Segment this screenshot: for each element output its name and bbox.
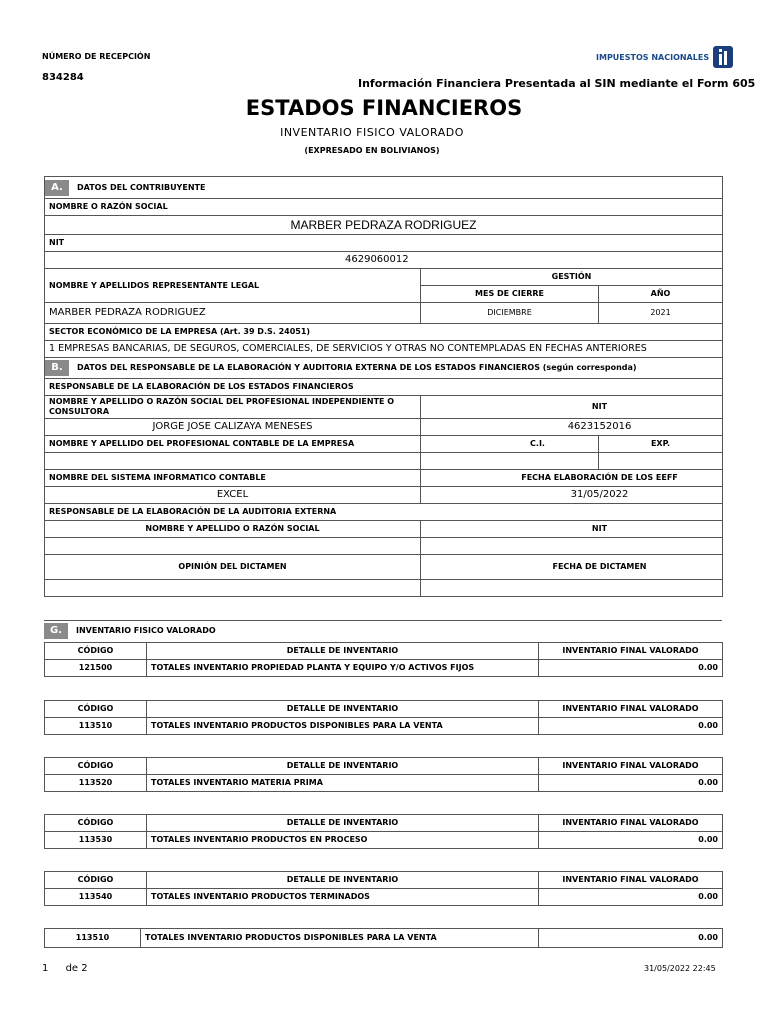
summary-detalle: TOTALES INVENTARIO PRODUCTOS DISPONIBLES PARA LA VENTA: [141, 929, 539, 948]
reception-number: 834284: [42, 72, 84, 83]
col-detalle-header: DETALLE DE INVENTARIO: [147, 872, 539, 889]
resp-audit-label: RESPONSABLE DE LA ELABORACIÓN DE LA AUDITORIA EXTERNA: [45, 504, 723, 521]
inventory-detalle: TOTALES INVENTARIO PRODUCTOS TERMINADOS: [147, 889, 539, 906]
section-g-title: INVENTARIO FISICO VALORADO: [76, 626, 216, 635]
col-final-header: INVENTARIO FINAL VALORADO: [539, 643, 723, 660]
inventory-table: [44, 757, 723, 792]
gestion-label: GESTIÓN: [421, 269, 723, 286]
summary-table: [44, 928, 723, 948]
col-codigo-header: CÓDIGO: [45, 701, 147, 718]
rep-value: MARBER PEDRAZA RODRIGUEZ: [45, 303, 421, 324]
audit-name-label: NOMBRE Y APELLIDO O RAZÓN SOCIAL: [45, 521, 421, 538]
summary-valor: 0.00: [539, 929, 723, 948]
sector-label: SECTOR ECONÓMICO DE LA EMPRESA (Art. 39 D.S. 24051): [45, 324, 723, 341]
page-indicator: [42, 963, 88, 974]
agency-logo: [596, 46, 733, 68]
sector-value: 1 EMPRESAS BANCARIAS, DE SEGUROS, COMERCIALES, DE SERVICIOS Y OTRAS NO CONTEMPLADAS EN FECHAS ANTERIORES: [45, 341, 723, 358]
inventory-codigo: 113520: [45, 775, 147, 792]
audit-nit-value: [421, 538, 723, 555]
inventory-detalle: TOTALES INVENTARIO PRODUCTOS EN PROCESO: [147, 832, 539, 849]
section-g-badge: G.: [44, 623, 68, 639]
ci-value: [421, 453, 599, 470]
anio-label: AÑO: [599, 286, 723, 303]
sistema-value: EXCEL: [45, 487, 421, 504]
summary-codigo: 113510: [45, 929, 141, 948]
prof-indep-label: NOMBRE Y APELLIDO O RAZÓN SOCIAL DEL PROFESIONAL INDEPENDIENTE O CONSULTORA: [45, 396, 421, 419]
info-line: Información Financiera Presentada al SIN mediante el Form 605: [358, 77, 756, 90]
reception-label: NÚMERO DE RECEPCIÓN: [42, 52, 151, 61]
nit-label: NIT: [45, 235, 723, 252]
col-final-header: INVENTARIO FINAL VALORADO: [539, 758, 723, 775]
section-b-badge: B.: [45, 360, 69, 376]
fecha-dict-value: [421, 580, 723, 597]
page-subtitle: INVENTARIO FISICO VALORADO: [280, 126, 464, 139]
page-of: de: [65, 963, 79, 974]
exp-label: EXP.: [599, 436, 723, 453]
col-final-header: INVENTARIO FINAL VALORADO: [539, 701, 723, 718]
ci-label: C.I.: [421, 436, 599, 453]
page-title: ESTADOS FINANCIEROS: [245, 96, 523, 120]
mes-value: DICIEMBRE: [421, 303, 599, 324]
inventory-valor: 0.00: [539, 718, 723, 735]
col-final-header: INVENTARIO FINAL VALORADO: [539, 872, 723, 889]
name-label: NOMBRE O RAZÓN SOCIAL: [45, 199, 723, 216]
inventory-table: [44, 642, 723, 677]
audit-nit-label: NIT: [421, 521, 723, 538]
inventory-codigo: 113510: [45, 718, 147, 735]
inventory-valor: 0.00: [539, 660, 723, 677]
section-a-title: DATOS DEL CONTRIBUYENTE: [77, 182, 206, 192]
col-codigo-header: CÓDIGO: [45, 643, 147, 660]
inventory-detalle: TOTALES INVENTARIO PRODUCTOS DISPONIBLES PARA LA VENTA: [147, 718, 539, 735]
opinion-value: [45, 580, 421, 597]
inventory-detalle: TOTALES INVENTARIO PROPIEDAD PLANTA Y EQUIPO Y/O ACTIVOS FIJOS: [147, 660, 539, 677]
nit-value: 4629060012: [45, 252, 723, 269]
inventory-table: [44, 814, 723, 849]
section-a-badge: A.: [45, 180, 69, 196]
inventory-detalle: TOTALES INVENTARIO MATERIA PRIMA: [147, 775, 539, 792]
fecha-dict-label: FECHA DE DICTAMEN: [421, 555, 723, 580]
inventory-codigo: 113540: [45, 889, 147, 906]
prof-indep-value: JORGE JOSE CALIZAYA MENESES: [45, 419, 421, 436]
section-a-header: [45, 177, 723, 199]
anio-value: 2021: [599, 303, 723, 324]
section-b-title: DATOS DEL RESPONSABLE DE LA ELABORACIÓN Y AUDITORIA EXTERNA DE LOS ESTADOS FINANCIEROS (según corresponda): [77, 363, 637, 372]
section-b-header: [45, 358, 723, 379]
inventory-codigo: 121500: [45, 660, 147, 677]
col-detalle-header: DETALLE DE INVENTARIO: [147, 701, 539, 718]
main-form: [44, 176, 723, 597]
col-codigo-header: CÓDIGO: [45, 815, 147, 832]
section-g-header-table: [44, 620, 722, 641]
inventory-table: [44, 871, 723, 906]
fecha-elab-label: FECHA ELABORACIÓN DE LOS EEFF: [421, 470, 723, 487]
inventory-valor: 0.00: [539, 832, 723, 849]
currency-note: (EXPRESADO EN BOLIVIANOS): [304, 146, 440, 155]
agency-logo-icon: [713, 46, 733, 68]
page-num: 1: [42, 963, 49, 974]
col-detalle-header: DETALLE DE INVENTARIO: [147, 815, 539, 832]
audit-name-value: [45, 538, 421, 555]
prof-nit-label: NIT: [421, 396, 723, 419]
prof-cont-label: NOMBRE Y APELLIDO DEL PROFESIONAL CONTABLE DE LA EMPRESA: [45, 436, 421, 453]
col-codigo-header: CÓDIGO: [45, 758, 147, 775]
section-g-header: [44, 621, 722, 642]
prof-nit-value: 4623152016: [421, 419, 723, 436]
col-detalle-header: DETALLE DE INVENTARIO: [147, 758, 539, 775]
col-codigo-header: CÓDIGO: [45, 872, 147, 889]
col-detalle-header: DETALLE DE INVENTARIO: [147, 643, 539, 660]
name-value: MARBER PEDRAZA RODRIGUEZ: [45, 216, 723, 235]
inventory-table: [44, 700, 723, 735]
footer-timestamp: 31/05/2022 22:45: [644, 964, 716, 973]
opinion-label: OPINIÓN DEL DICTAMEN: [45, 555, 421, 580]
prof-cont-value: [45, 453, 421, 470]
sistema-label: NOMBRE DEL SISTEMA INFORMATICO CONTABLE: [45, 470, 421, 487]
exp-value: [599, 453, 723, 470]
agency-name: IMPUESTOS NACIONALES: [596, 52, 710, 62]
inventory-valor: 0.00: [539, 889, 723, 906]
mes-label: MES DE CIERRE: [421, 286, 599, 303]
inventory-valor: 0.00: [539, 775, 723, 792]
fecha-elab-value: 31/05/2022: [421, 487, 723, 504]
resp-elab-label: RESPONSABLE DE LA ELABORACIÓN DE LOS ESTADOS FINANCIEROS: [45, 379, 723, 396]
inventory-codigo: 113530: [45, 832, 147, 849]
rep-label: NOMBRE Y APELLIDOS REPRESENTANTE LEGAL: [45, 269, 421, 303]
col-final-header: INVENTARIO FINAL VALORADO: [539, 815, 723, 832]
page-total: 2: [81, 963, 88, 974]
